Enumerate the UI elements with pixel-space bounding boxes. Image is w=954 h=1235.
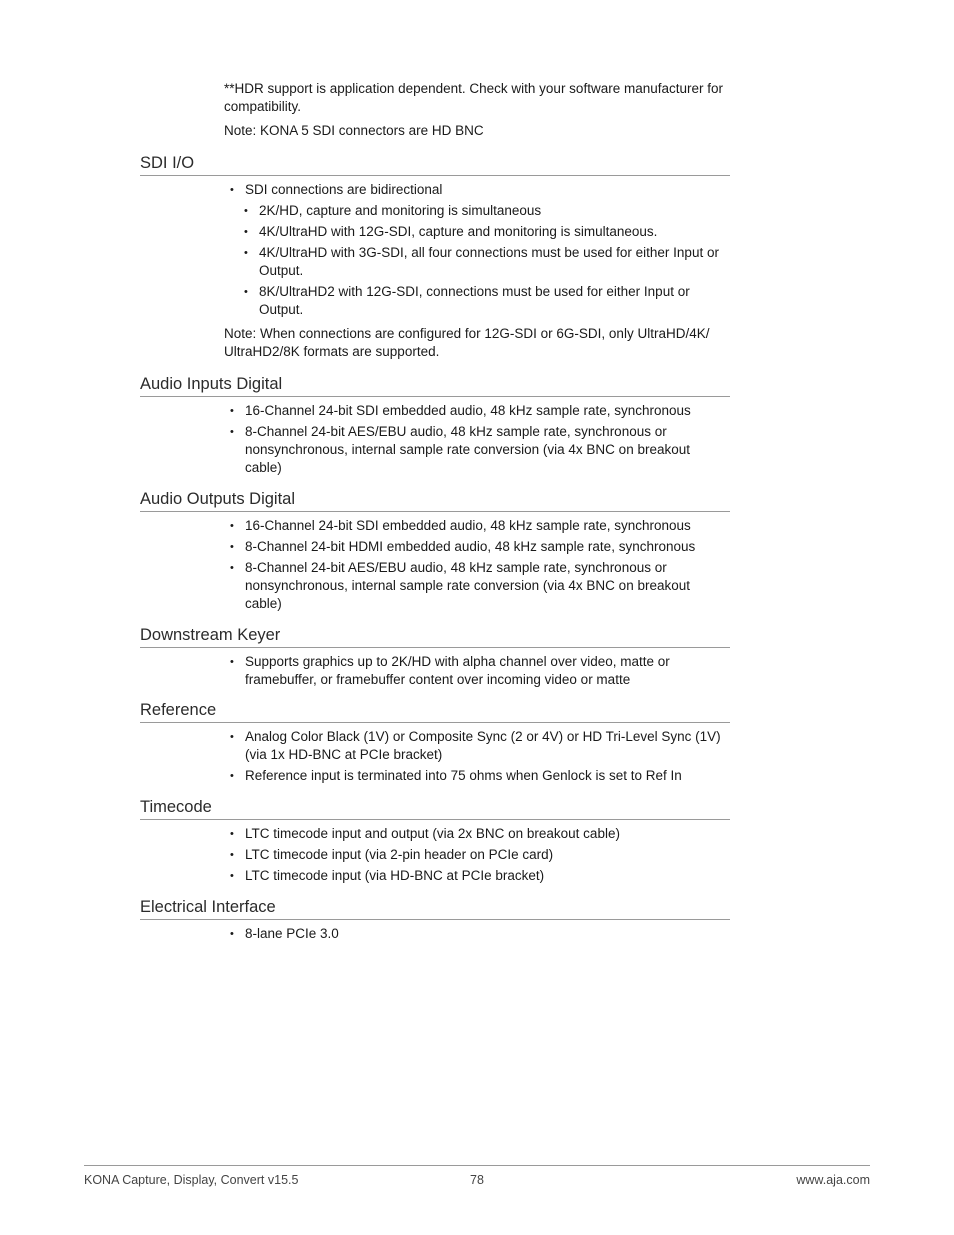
bullet-icon: • — [230, 731, 234, 743]
bullet-icon: • — [230, 770, 234, 782]
bullet-icon: • — [244, 226, 248, 238]
section-electrical-interface — [140, 897, 730, 946]
section-audio-inputs — [140, 374, 730, 480]
list-item: • Analog Color Black (1V) or Composite Sync (2 or 4V) or HD Tri-Level Sync (1V) (via 1x HD-BNC at PCIe bracket) — [230, 729, 721, 762]
section-heading: Reference — [140, 700, 730, 723]
list-item: • 8-Channel 24-bit AES/EBU audio, 48 kHz sample rate, synchronous or nonsynchronous, internal sample rate conversion (via 4x BNC on breakout cable) — [230, 424, 690, 475]
section-heading: Downstream Keyer — [140, 625, 730, 648]
section-heading: Audio Inputs Digital — [140, 374, 730, 397]
list-item: • 8K/UltraHD2 with 12G-SDI, connections must be used for either Input or Output. — [244, 284, 690, 317]
section-downstream-keyer — [140, 625, 730, 692]
section-heading: Audio Outputs Digital — [140, 489, 730, 512]
list-item: • 16-Channel 24-bit SDI embedded audio, 48 kHz sample rate, synchronous — [230, 403, 691, 418]
list-item: • 4K/UltraHD with 12G-SDI, capture and monitoring is simultaneous. — [244, 224, 658, 239]
bullet-icon: • — [244, 247, 248, 259]
bullet-list — [230, 402, 730, 477]
section-audio-outputs — [140, 489, 730, 616]
bullet-list — [230, 181, 730, 319]
bullet-icon: • — [230, 541, 234, 553]
bullet-list — [230, 728, 730, 785]
bullet-icon: • — [230, 520, 234, 532]
section-heading: SDI I/O — [140, 153, 730, 176]
list-item: • SDI connections are bidirectional — [230, 182, 443, 197]
section-sdi-io — [140, 153, 730, 361]
page-footer — [84, 1165, 870, 1193]
sdi-note: Note: When connections are configured for 12G-SDI or 6G-SDI, only UltraHD/4K/ UltraHD2/8K formats are supported. — [224, 326, 710, 359]
bullet-icon: • — [230, 562, 234, 574]
section-heading: Timecode — [140, 797, 730, 820]
bullet-icon: • — [230, 426, 234, 438]
bullet-icon: • — [230, 656, 234, 668]
bullet-icon: • — [244, 286, 248, 298]
bullet-icon: • — [244, 205, 248, 217]
bullet-icon: • — [230, 184, 234, 196]
list-item: • Supports graphics up to 2K/HD with alpha channel over video, matte or framebuffer, or framebuffer content over incoming video or matte — [230, 654, 670, 687]
connector-note: Note: KONA 5 SDI connectors are HD BNC — [224, 123, 484, 138]
bullet-list — [230, 825, 730, 885]
bullet-icon: • — [230, 928, 234, 940]
list-item: • 8-Channel 24-bit HDMI embedded audio, 48 kHz sample rate, synchronous — [230, 539, 696, 554]
bullet-icon: • — [230, 849, 234, 861]
list-item: • 2K/HD, capture and monitoring is simultaneous — [244, 203, 542, 218]
list-item: • 8-Channel 24-bit AES/EBU audio, 48 kHz sample rate, synchronous or nonsynchronous, internal sample rate conversion (via 4x BNC on breakout cable) — [230, 560, 690, 611]
list-item: • Reference input is terminated into 75 ohms when Genlock is set to Ref In — [230, 768, 682, 783]
list-item: • 16-Channel 24-bit SDI embedded audio, 48 kHz sample rate, synchronous — [230, 518, 691, 533]
intro-notes — [224, 80, 730, 146]
bullet-icon: • — [230, 828, 234, 840]
list-item: • LTC timecode input (via 2-pin header on PCIe card) — [230, 847, 554, 862]
section-timecode — [140, 797, 730, 888]
bullet-list — [230, 925, 730, 943]
hdr-note: **HDR support is application dependent. Check with your software manufacturer for compatibility. — [224, 81, 723, 114]
list-item: • LTC timecode input and output (via 2x BNC on breakout cable) — [230, 826, 620, 841]
footer-page-number: 78 — [470, 1173, 484, 1187]
section-reference — [140, 700, 730, 788]
bullet-icon: • — [230, 870, 234, 882]
bullet-list — [230, 653, 730, 689]
list-item: • 8-lane PCIe 3.0 — [230, 926, 339, 941]
footer-document-title: KONA Capture, Display, Convert v15.5 — [84, 1173, 299, 1187]
list-item: • 4K/UltraHD with 3G-SDI, all four connections must be used for either Input or Output. — [244, 245, 719, 278]
section-heading: Electrical Interface — [140, 897, 730, 920]
bullet-list — [230, 517, 730, 613]
footer-website-link[interactable]: www.aja.com — [796, 1173, 870, 1187]
bullet-icon: • — [230, 405, 234, 417]
list-item: • LTC timecode input (via HD-BNC at PCIe bracket) — [230, 868, 545, 883]
